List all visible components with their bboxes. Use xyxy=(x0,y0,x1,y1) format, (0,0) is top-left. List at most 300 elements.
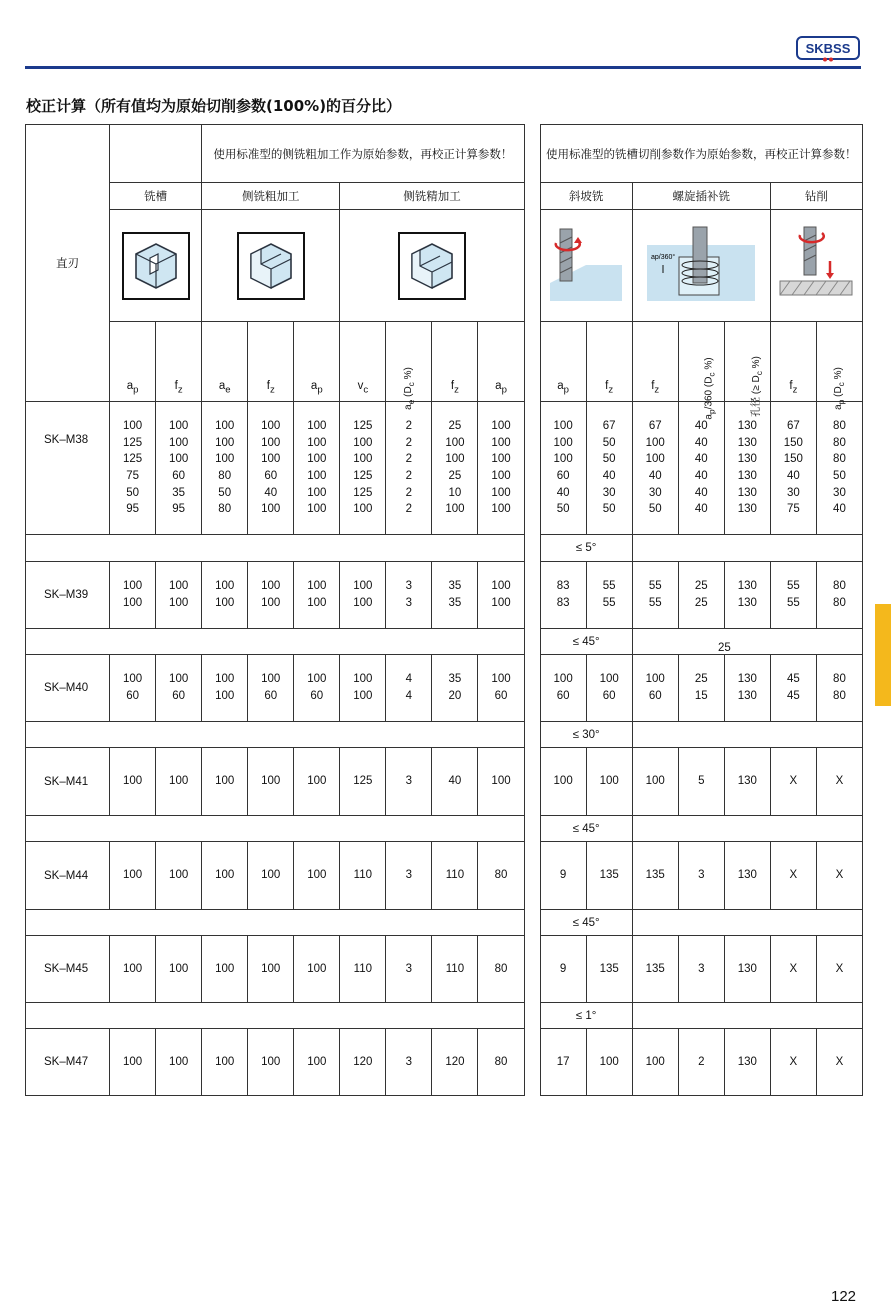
value: 100 xyxy=(445,503,465,516)
ramp-angle: ≤ 45° xyxy=(540,816,632,842)
value: 55 xyxy=(648,580,662,593)
value: 83 xyxy=(556,597,570,609)
value: 130 xyxy=(737,690,757,702)
value-cell xyxy=(770,748,816,816)
value: 50 xyxy=(602,503,616,516)
extra-note xyxy=(632,1003,862,1029)
value: 100 xyxy=(307,869,327,882)
value: 100 xyxy=(123,1055,143,1068)
param-fz: $f_z$ xyxy=(432,322,478,402)
value: 80 xyxy=(218,503,232,516)
value-cell xyxy=(478,1029,524,1096)
value: 110 xyxy=(353,869,372,882)
value: 25 xyxy=(694,580,708,593)
value-cell xyxy=(340,402,386,535)
value: 40 xyxy=(786,470,800,482)
value: 3 xyxy=(405,962,413,975)
value-cell xyxy=(770,402,816,535)
slot-milling-icon xyxy=(122,232,190,300)
value: 100 xyxy=(123,673,143,686)
value-cell xyxy=(110,748,156,816)
model-name: SK–M39 xyxy=(26,562,110,629)
value: 100 xyxy=(215,775,235,788)
value: 100 xyxy=(261,962,281,975)
value: 100 xyxy=(307,503,327,516)
value-cell xyxy=(248,402,294,535)
value: 135 xyxy=(645,962,665,975)
value: 100 xyxy=(123,869,143,882)
extra-note: 25 xyxy=(632,629,862,655)
value-cell xyxy=(478,748,524,816)
value-cell xyxy=(770,1029,816,1096)
value-cell xyxy=(478,562,524,629)
svg-text:SKBSS: SKBSS xyxy=(805,41,851,56)
value-cell xyxy=(540,936,586,1003)
value: 60 xyxy=(264,470,278,482)
value: 80 xyxy=(833,597,846,609)
value-cell xyxy=(110,936,156,1003)
value: 100 xyxy=(491,673,511,686)
model-name: SK–M47 xyxy=(26,1029,110,1096)
param-ap360: $a_p/360$ ($D_c$ %) xyxy=(678,322,724,402)
value: 67 xyxy=(602,420,616,433)
value-cell xyxy=(202,402,248,535)
value: 60 xyxy=(310,690,324,702)
value: 100 xyxy=(261,580,281,593)
value-cell xyxy=(340,655,386,722)
param-ap-dc: $a_p$ ($D_c$ %) xyxy=(816,322,862,402)
value: 100 xyxy=(261,1055,281,1068)
value: 100 xyxy=(261,436,281,449)
value-cell xyxy=(202,1029,248,1096)
value: 55 xyxy=(786,580,800,593)
value-cell xyxy=(294,562,340,629)
op-slot: 铣槽 xyxy=(110,183,202,210)
value: 50 xyxy=(648,503,662,516)
value-cell xyxy=(678,1029,724,1096)
value-cell xyxy=(816,562,862,629)
value-cell xyxy=(678,655,724,722)
value-cell xyxy=(586,402,632,535)
value-cell xyxy=(816,936,862,1003)
value-cell xyxy=(294,936,340,1003)
value: 100 xyxy=(215,597,235,609)
value-cell xyxy=(156,562,202,629)
value: 2 xyxy=(698,1055,705,1068)
value: 100 xyxy=(553,420,573,433)
value: 50 xyxy=(218,486,232,499)
value: 10 xyxy=(448,486,462,499)
value: 100 xyxy=(445,453,465,466)
angle-row xyxy=(26,629,863,655)
param-fz: $f_z$ xyxy=(586,322,632,402)
value-cell xyxy=(478,402,524,535)
value: 80 xyxy=(833,453,846,466)
value-cell xyxy=(294,655,340,722)
ramp-angle: ≤ 45° xyxy=(540,910,632,936)
value: 15 xyxy=(694,690,708,702)
value: 100 xyxy=(215,453,235,466)
value: 100 xyxy=(491,436,511,449)
value: 100 xyxy=(307,775,327,788)
value: 130 xyxy=(737,580,757,593)
value: 25 xyxy=(694,673,708,686)
value: 100 xyxy=(353,673,373,686)
op-drill: 钻削 xyxy=(770,183,862,210)
value: 100 xyxy=(123,580,143,593)
value: X xyxy=(835,1055,844,1068)
value-cell xyxy=(294,842,340,910)
value: 135 xyxy=(599,962,619,975)
value: 125 xyxy=(353,775,373,788)
value: 40 xyxy=(556,486,570,499)
value: 3 xyxy=(405,775,413,788)
param-ap: $a_p$ xyxy=(540,322,586,402)
value-cell xyxy=(632,1029,678,1096)
svg-text:ap/360°: ap/360° xyxy=(651,253,676,261)
value: 3 xyxy=(698,869,705,882)
value-cell xyxy=(678,402,724,535)
value-cell xyxy=(540,842,586,910)
model-name: SK–M38 xyxy=(26,402,110,535)
value-cell xyxy=(770,562,816,629)
value-cell xyxy=(724,655,770,722)
value-cell xyxy=(156,748,202,816)
value: 40 xyxy=(694,503,708,516)
value: 130 xyxy=(737,869,757,882)
value: 3 xyxy=(405,869,413,882)
extra-note xyxy=(632,910,862,936)
value-cell xyxy=(386,655,432,722)
param-ap: $a_p$ xyxy=(294,322,340,402)
value-cell xyxy=(632,562,678,629)
value: 100 xyxy=(491,453,511,466)
value-cell xyxy=(540,402,586,535)
value: 60 xyxy=(648,690,662,702)
value-cell xyxy=(248,655,294,722)
model-name: SK–M45 xyxy=(26,936,110,1003)
value-cell xyxy=(248,562,294,629)
value: 2 xyxy=(405,486,413,499)
value-cell xyxy=(202,748,248,816)
value-cell xyxy=(110,655,156,722)
angle-row xyxy=(26,1003,863,1029)
extra-note xyxy=(632,535,862,562)
value: 100 xyxy=(645,453,665,466)
value: 40 xyxy=(264,486,278,499)
value: 100 xyxy=(215,962,235,975)
value: 100 xyxy=(599,775,619,788)
value-cell xyxy=(724,936,770,1003)
value: X xyxy=(789,775,798,788)
value-cell xyxy=(770,842,816,910)
value: 100 xyxy=(645,673,665,686)
value-cell xyxy=(816,1029,862,1096)
value: 100 xyxy=(553,453,573,466)
value-cell xyxy=(632,655,678,722)
value: 95 xyxy=(126,503,139,516)
value-cell xyxy=(632,936,678,1003)
value: 5 xyxy=(698,775,705,788)
value-cell xyxy=(294,1029,340,1096)
value: 55 xyxy=(602,580,616,593)
value: 130 xyxy=(737,453,757,466)
model-row xyxy=(26,1029,863,1096)
value-cell xyxy=(386,1029,432,1096)
value-cell xyxy=(816,842,862,910)
value-cell xyxy=(294,402,340,535)
value-cell xyxy=(432,936,478,1003)
angle-row xyxy=(26,722,863,748)
value: 125 xyxy=(353,420,373,433)
value: 60 xyxy=(556,470,570,482)
value: 80 xyxy=(833,690,846,702)
value: 100 xyxy=(307,580,327,593)
value: 100 xyxy=(261,453,281,466)
value: 100 xyxy=(491,775,511,788)
value: 100 xyxy=(215,436,235,449)
value-cell xyxy=(432,842,478,910)
page-title: 校正计算（所有值均为原始切削参数(100%)的百分比） xyxy=(26,97,402,115)
value: 130 xyxy=(737,775,757,788)
value: 30 xyxy=(833,486,846,499)
model-row xyxy=(26,655,863,722)
value: 25 xyxy=(694,597,708,609)
value: 100 xyxy=(261,775,281,788)
value: 60 xyxy=(556,690,570,702)
ramping-icon xyxy=(546,223,626,309)
model-name: SK–M40 xyxy=(26,655,110,722)
value: 35 xyxy=(448,673,462,686)
value: 125 xyxy=(353,470,373,482)
value: 30 xyxy=(648,486,662,499)
value: 135 xyxy=(599,869,619,882)
value-cell xyxy=(540,748,586,816)
param-fz: $f_z$ xyxy=(770,322,816,402)
angle-row xyxy=(26,910,863,936)
op-ramp: 斜坡铣 xyxy=(540,183,632,210)
value: 67 xyxy=(786,420,800,433)
value-cell xyxy=(770,936,816,1003)
value-cell xyxy=(432,748,478,816)
value-cell xyxy=(202,655,248,722)
value: 50 xyxy=(602,436,616,449)
value-cell xyxy=(816,402,862,535)
value-cell xyxy=(770,655,816,722)
value: 100 xyxy=(169,436,189,449)
value-cell xyxy=(432,402,478,535)
value: 100 xyxy=(169,420,189,433)
value: 3 xyxy=(405,580,413,593)
value: 100 xyxy=(307,962,327,975)
value: 100 xyxy=(553,775,573,788)
value: 75 xyxy=(126,470,139,482)
value-cell xyxy=(678,562,724,629)
value: 120 xyxy=(353,1055,373,1068)
model-row xyxy=(26,748,863,816)
value: 60 xyxy=(172,470,186,482)
value-cell xyxy=(678,842,724,910)
value: 135 xyxy=(645,869,665,882)
value: 55 xyxy=(786,597,800,609)
value-cell xyxy=(678,936,724,1003)
value: 130 xyxy=(737,1055,757,1068)
value-cell xyxy=(678,748,724,816)
straight-flute-label: 直刃 xyxy=(26,125,110,402)
value: 9 xyxy=(559,869,567,882)
value: 130 xyxy=(737,470,757,482)
value: 40 xyxy=(448,775,462,788)
value: 100 xyxy=(491,486,511,499)
value: 40 xyxy=(694,453,708,466)
value: 100 xyxy=(307,436,327,449)
model-row xyxy=(26,402,863,535)
value: 40 xyxy=(602,470,616,482)
value: 40 xyxy=(694,436,708,449)
value: 100 xyxy=(261,597,281,609)
value: 55 xyxy=(602,597,616,609)
value: 100 xyxy=(169,597,189,609)
value-cell xyxy=(432,1029,478,1096)
left-note: 使用标准型的侧铣粗加工作为原始参数，再校正计算参数！ xyxy=(202,125,524,183)
value-cell xyxy=(586,1029,632,1096)
value: 100 xyxy=(307,673,327,686)
value: 2 xyxy=(405,420,413,433)
value-cell xyxy=(248,936,294,1003)
value: 60 xyxy=(602,690,616,702)
value: 100 xyxy=(491,420,511,433)
value-cell xyxy=(478,842,524,910)
value: 50 xyxy=(556,503,570,516)
value: 100 xyxy=(169,453,189,466)
value-cell xyxy=(724,1029,770,1096)
value-cell xyxy=(340,936,386,1003)
value-cell xyxy=(816,655,862,722)
value: 60 xyxy=(494,690,508,702)
value: 100 xyxy=(491,580,511,593)
side-milling-roughing-icon xyxy=(237,232,305,300)
value: 9 xyxy=(559,962,567,975)
value: 100 xyxy=(491,470,511,482)
value: 35 xyxy=(448,597,462,609)
value: 40 xyxy=(694,486,708,499)
value: 80 xyxy=(833,420,846,433)
value: 60 xyxy=(264,690,278,702)
value-cell xyxy=(156,1029,202,1096)
model-row xyxy=(26,936,863,1003)
value-cell xyxy=(724,842,770,910)
value: 80 xyxy=(494,962,508,975)
value: 130 xyxy=(737,436,757,449)
value: 100 xyxy=(645,1055,665,1068)
value: 130 xyxy=(737,673,757,686)
value: 75 xyxy=(786,503,800,516)
value: 55 xyxy=(648,597,662,609)
value: 4 xyxy=(405,690,413,702)
value: 130 xyxy=(737,962,757,975)
value: 130 xyxy=(737,486,757,499)
value: 50 xyxy=(126,486,139,499)
value: X xyxy=(835,775,844,788)
model-name: SK–M41 xyxy=(26,748,110,816)
value: 100 xyxy=(215,1055,235,1068)
value: 25 xyxy=(448,420,462,433)
value-cell xyxy=(432,562,478,629)
value-cell xyxy=(340,562,386,629)
value: 35 xyxy=(448,580,462,593)
value: 3 xyxy=(405,597,413,609)
value: 2 xyxy=(405,436,413,449)
param-hole-dia: 孔径 (≥ $D_c$ %) xyxy=(724,322,770,402)
value-cell xyxy=(632,842,678,910)
value: 60 xyxy=(172,690,186,702)
value: 100 xyxy=(123,962,143,975)
value: 60 xyxy=(126,690,139,702)
value-cell xyxy=(386,562,432,629)
value-cell xyxy=(110,1029,156,1096)
value: 100 xyxy=(491,503,511,516)
value: 100 xyxy=(307,486,327,499)
value-cell xyxy=(340,1029,386,1096)
value: 100 xyxy=(123,420,143,433)
value: 100 xyxy=(215,690,235,702)
value: 30 xyxy=(786,486,800,499)
value: 50 xyxy=(833,470,846,482)
value: 45 xyxy=(786,673,800,686)
extra-note xyxy=(632,722,862,748)
value: 125 xyxy=(123,453,143,466)
value: 130 xyxy=(737,420,757,433)
model-row xyxy=(26,842,863,910)
value-cell xyxy=(202,936,248,1003)
value-cell xyxy=(724,562,770,629)
value-cell xyxy=(340,748,386,816)
value-cell xyxy=(340,842,386,910)
value: 100 xyxy=(599,673,619,686)
value-cell xyxy=(110,562,156,629)
value: 100 xyxy=(353,597,373,609)
value: 100 xyxy=(307,420,327,433)
right-note: 使用标准型的铣槽切削参数作为原始参数，再校正计算参数！ xyxy=(540,125,862,183)
value: 100 xyxy=(307,470,327,482)
value: 130 xyxy=(737,597,757,609)
ramp-angle: ≤ 1° xyxy=(540,1003,632,1029)
value: 110 xyxy=(445,869,465,882)
value: 2 xyxy=(405,503,413,516)
angle-row xyxy=(26,816,863,842)
value: 80 xyxy=(218,470,232,482)
value: 20 xyxy=(448,690,462,702)
value-cell xyxy=(478,655,524,722)
value-cell xyxy=(156,402,202,535)
value: 100 xyxy=(645,436,665,449)
helical-interpolation-icon xyxy=(641,223,761,309)
value-cell xyxy=(586,936,632,1003)
value-cell xyxy=(386,936,432,1003)
value-cell xyxy=(156,936,202,1003)
param-vc: $v_c$ xyxy=(340,322,386,402)
value: 25 xyxy=(448,470,462,482)
page-number: 122 xyxy=(831,1288,857,1305)
value-cell xyxy=(816,748,862,816)
ramp-angle: ≤ 45° xyxy=(540,629,632,655)
value: 100 xyxy=(169,869,189,882)
value: 3 xyxy=(698,962,705,975)
section-tab xyxy=(875,604,891,706)
value: 100 xyxy=(123,775,143,788)
value: X xyxy=(835,962,844,975)
value: 80 xyxy=(494,869,508,882)
